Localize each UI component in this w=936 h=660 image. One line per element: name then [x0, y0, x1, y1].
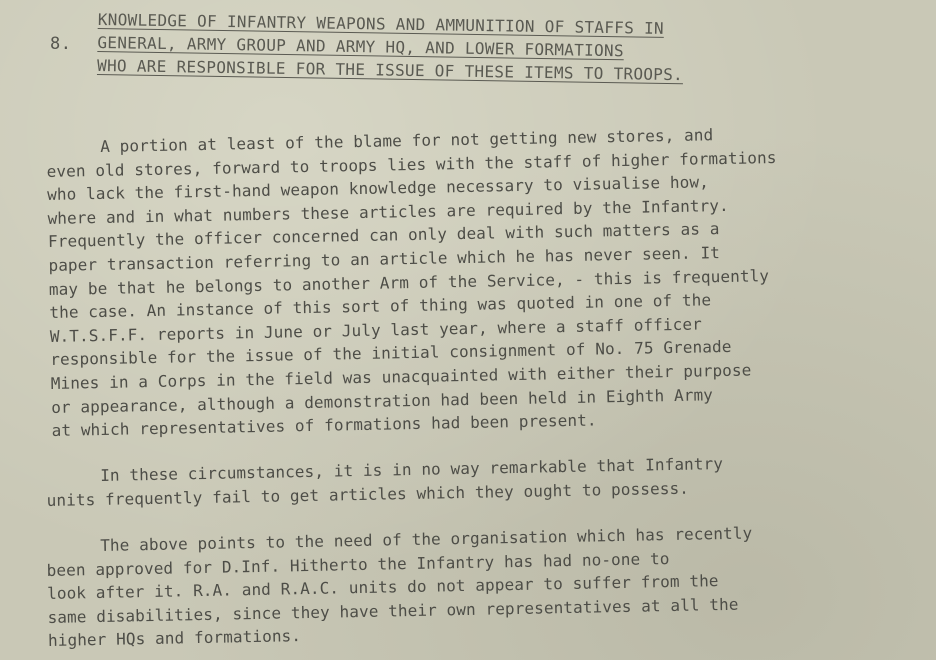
heading-line: WHO ARE RESPONSIBLE FOR THE ISSUE OF THESE ITEMS TO TROOPS. — [96, 55, 684, 85]
text-line: been approved for D.Inf. Hitherto the Infantry has had no-one to — [46, 548, 670, 580]
text-line: even old stores, forward to troops lies with the staff of higher formations — [46, 147, 777, 181]
heading-line: KNOWLEDGE OF INFANTRY WEAPONS AND AMMUNITION OF STAFFS IN — [97, 9, 665, 38]
text-line: Frequently the officer concerned can only deal with such matters as a — [47, 219, 720, 252]
text-line: look after it. R.A. and R.A.C. units do not appear to suffer from the — [46, 571, 719, 604]
text-line: W.T.S.F.F. reports in June or July last year, where a staff officer — [49, 314, 703, 346]
text-line: responsible for the issue of the initial consignment of No. 75 Grenade — [50, 337, 732, 370]
text-line: units frequently fail to get articles which they ought to possess. — [46, 478, 690, 510]
text-line: The above points to the need of the organisation which has recently — [100, 523, 753, 555]
paragraph-1 — [46, 119, 912, 442]
text-line: higher HQs and formations. — [47, 626, 302, 651]
section-heading — [97, 8, 818, 88]
text-line: the case. An instance of this sort of thing was quoted in one of the — [49, 290, 712, 323]
text-line: A portion at least of the blame for not getting new stores, and — [100, 125, 714, 156]
paragraph-3 — [46, 518, 908, 652]
text-line: In these circumstances, it is in no way remarkable that Infantry — [100, 454, 724, 485]
text-line: Mines in a Corps in the field was unacquainted with either their purpose — [50, 360, 752, 393]
text-line: who lack the first-hand weapon knowledge necessary to visualise how, — [46, 172, 710, 205]
text-line: or appearance, although a demonstration had been held in Eighth Army — [51, 384, 714, 417]
text-line: paper transaction referring to an article which he has never seen. It — [48, 243, 721, 275]
text-line: may be that he belongs to another Arm of the Service, - this is frequently — [48, 265, 770, 299]
heading-line: GENERAL, ARMY GROUP AND ARMY HQ, AND LOWER FORMATIONS — [97, 32, 624, 61]
text-line: where and in what numbers these articles are required by the Infantry. — [47, 195, 729, 228]
section-number: 8. — [50, 34, 72, 54]
text-line: at which representatives of formations had been present. — [51, 410, 597, 441]
text-line: same disabilities, since they have their own representatives at all the — [47, 594, 739, 627]
paragraph-2 — [46, 448, 907, 512]
